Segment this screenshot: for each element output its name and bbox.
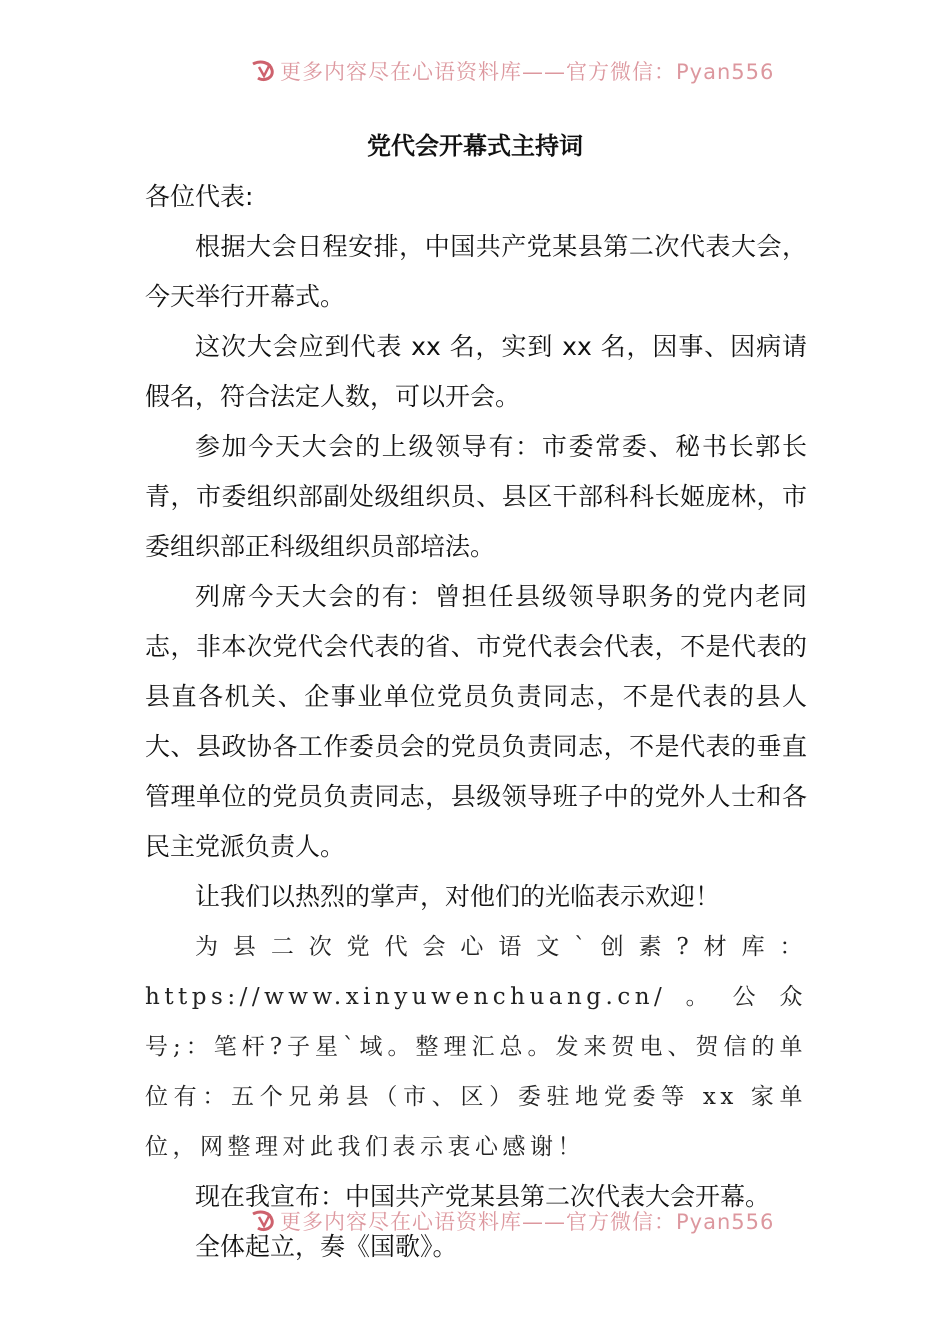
watermark-header [250, 56, 774, 86]
watermark-footer [250, 1206, 774, 1236]
paragraph: 现在我宣布：中国共产党某县第二次代表大会开幕。 [195, 1182, 771, 1211]
paragraph: 列席今天大会的有：曾担任县级领导职务的党内老同志，非本次党代会代表的省、市党代表会代表，不是代表的县直各机关、企事业单位党员负责同志，不是代表的县人大、县政协各工作委员会的党员负责同志，不是代表的垂直管理单位的党员负责同志，县级领导班子中的党外人士和各民主党派负责人。 [145, 582, 807, 861]
paragraph: 参加今天大会的上级领导有：市委常委、秘书长郭长青，市委组织部副处级组织员、县区干部科科长姬庞林，市委组织部正科级组织员部培法。 [145, 432, 807, 561]
document-body [145, 172, 807, 1272]
salutation: 各位代表: [145, 182, 254, 211]
logo-icon [250, 58, 276, 84]
paragraph-source-note: 为县二次党代会心语文`创素?材库：https://www.xinyuwenchuang.cn/。公众号;：笔杆?子星`域。整理汇总。发来贺电、贺信的单位有：五个兄弟县（市、区）委驻地党委等 xx 家单位，网整理对此我们表示衷心感谢！ [145, 934, 807, 1160]
watermark-text: 更多内容尽在心语资料库——官方微信：Pyan556 [280, 60, 775, 84]
paragraph: 这次大会应到代表 xx 名，实到 xx 名，因事、因病请假名，符合法定人数，可以开会。 [145, 332, 807, 411]
paragraph: 让我们以热烈的掌声，对他们的光临表示欢迎！ [195, 882, 721, 911]
paragraph: 全体起立，奏《国歌》。 [195, 1232, 458, 1261]
document-title: 党代会开幕式主持词 [367, 132, 583, 160]
paragraph: 根据大会日程安排，中国共产党某县第二次代表大会，今天举行开幕式。 [145, 232, 807, 311]
watermark-text: 更多内容尽在心语资料库——官方微信：Pyan556 [280, 1210, 775, 1234]
logo-icon [250, 1208, 276, 1234]
